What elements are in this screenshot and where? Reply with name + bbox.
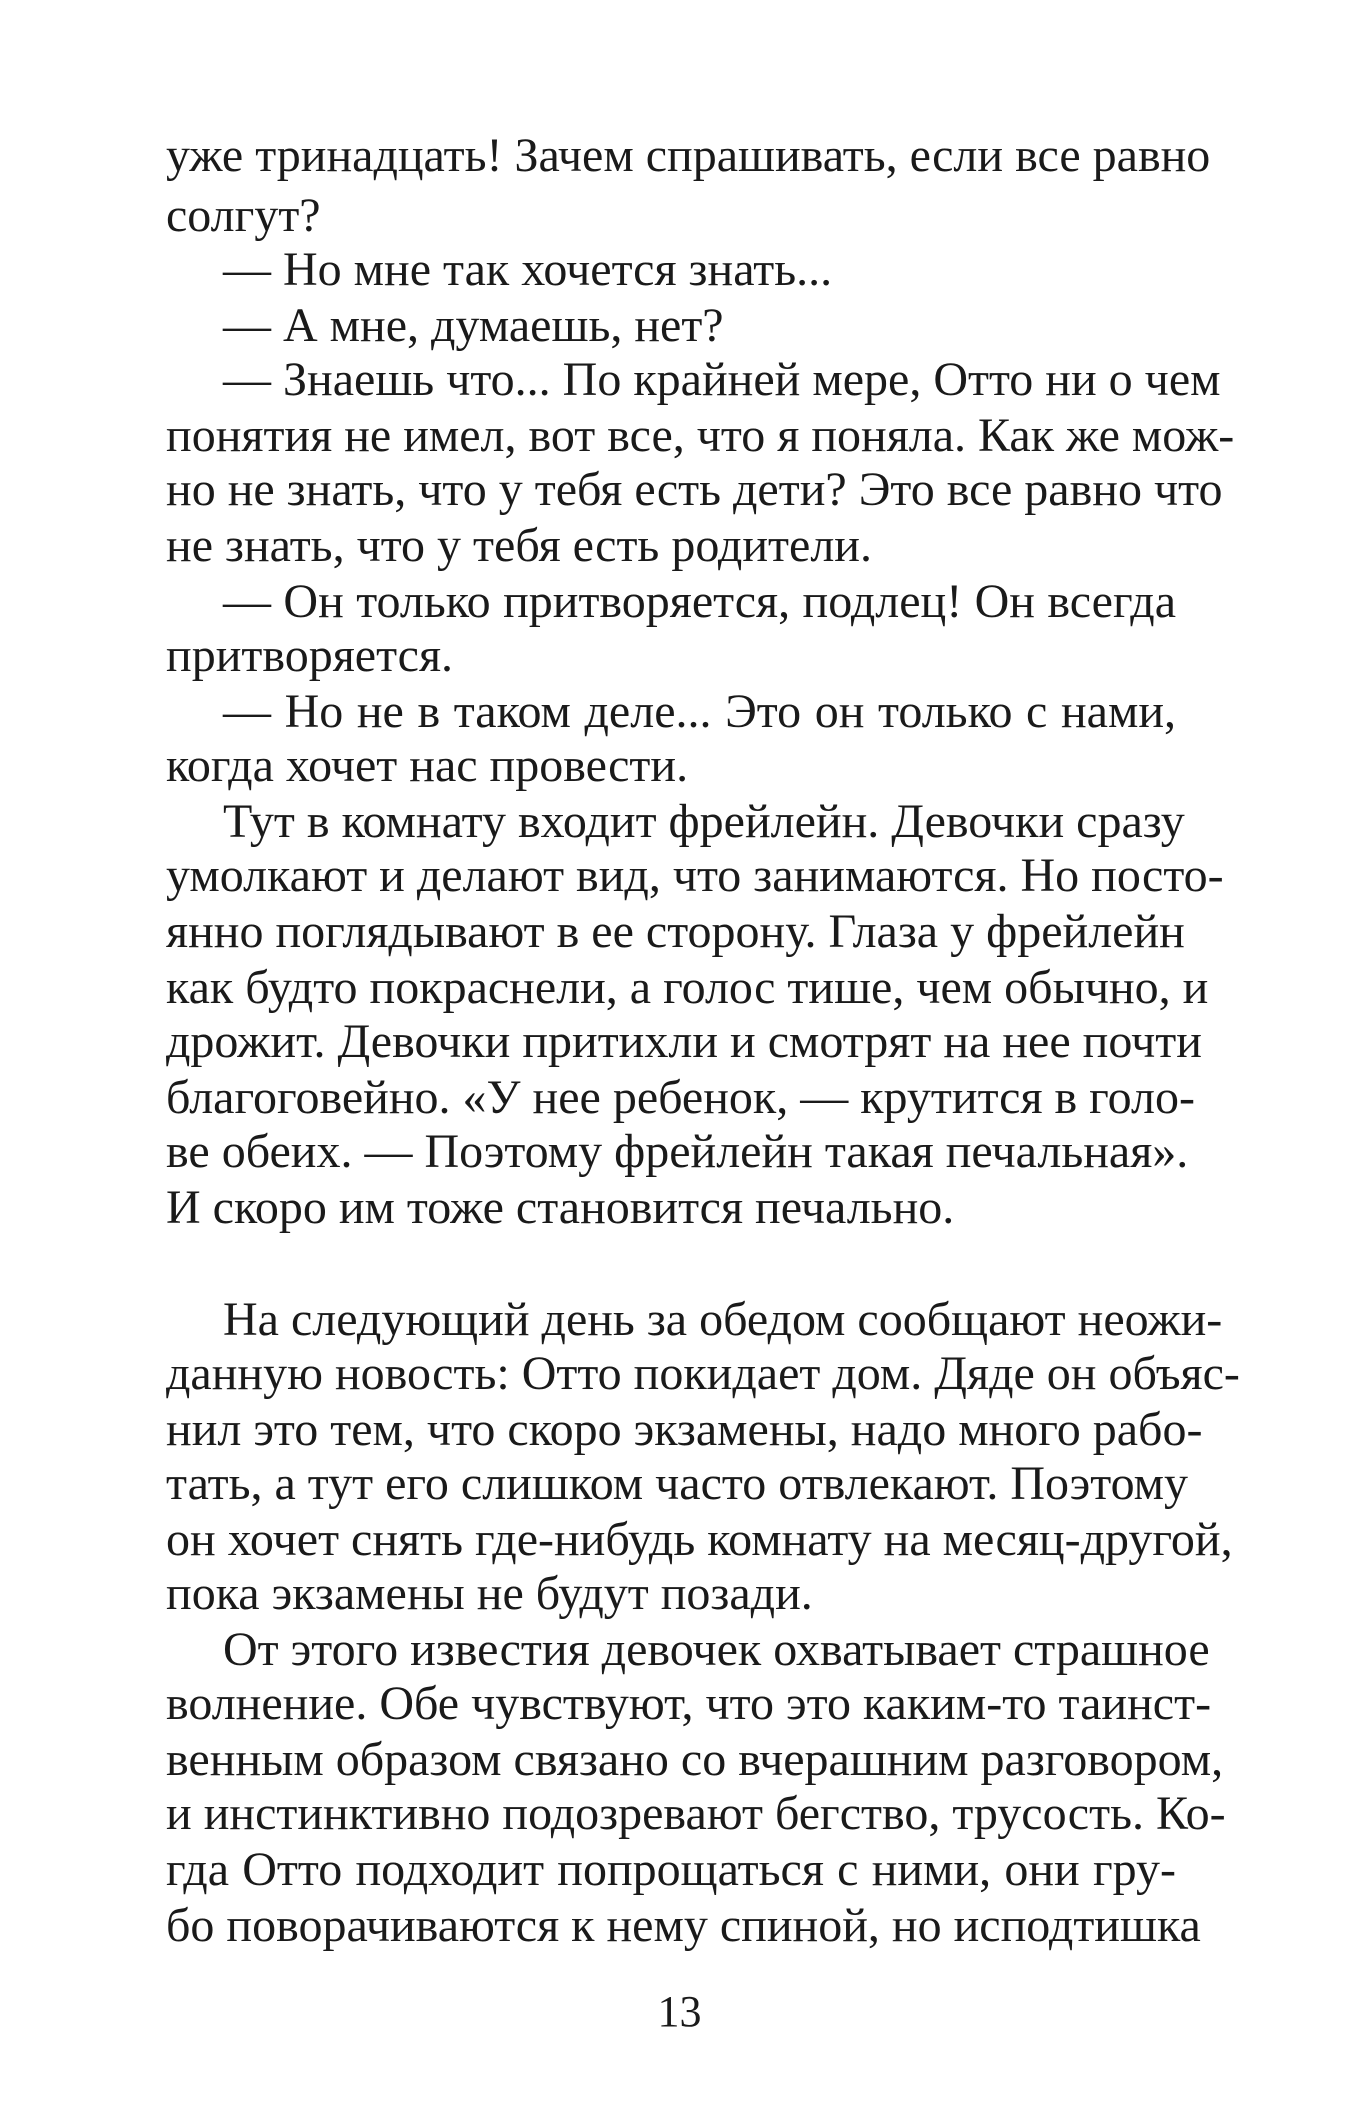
text-line: он хочет снять где-нибудь комнату на месяц-другой, [166, 1513, 1233, 1566]
text-line: гда Отто подходит попрощаться с ними, они гру- [166, 1843, 1176, 1896]
text-line: но не знать, что у тебя есть дети? Это все равно что [166, 463, 1223, 516]
text-line: ве обеих. — Поэтому фрейлейн такая печальная». [166, 1125, 1189, 1178]
text-line: На следующий день за обедом сообщают неожи- [223, 1293, 1223, 1346]
text-line: данную новость: Отто покидает дом. Дяде он объяс- [166, 1347, 1240, 1400]
text-line: И скоро им тоже становится печально. [166, 1181, 955, 1234]
text-line: бо поворачиваются к нему спиной, но исподтишка [166, 1899, 1201, 1952]
text-line: уже тринадцать! Зачем спрашивать, если все равно [166, 129, 1211, 182]
text-line: — А мне, думаешь, нет? [223, 299, 724, 352]
page-number: 13 [657, 1987, 702, 2036]
text-line: От этого известия девочек охватывает страшное [223, 1623, 1210, 1676]
text-line: — Но не в таком деле... Это он только с нами, [223, 685, 1176, 738]
text-line: янно поглядывают в ее сторону. Глаза у фрейлейн [166, 905, 1185, 958]
text-line: — Знаешь что... По крайней мере, Отто ни о чем [223, 353, 1221, 406]
text-line: когда хочет нас провести. [166, 739, 689, 792]
text-line: венным образом связано со вчерашним разговором, [166, 1733, 1224, 1786]
text-line: умолкают и делают вид, что занимаются. Но посто- [166, 849, 1224, 902]
text-line: тать, а тут его слишком часто отвлекают. Поэтому [166, 1457, 1189, 1510]
text-line: Тут в комнату входит фрейлейн. Девочки сразу [223, 795, 1185, 848]
text-line: как будто покраснели, а голос тише, чем обычно, и [166, 961, 1209, 1014]
text-line: не знать, что у тебя есть родители. [166, 519, 872, 572]
text-line: притворяется. [166, 629, 454, 682]
text-line: — Он только притворяется, подлец! Он всегда [223, 575, 1176, 628]
text-line: благоговейно. «У нее ребенок, — крутится в голо- [166, 1071, 1195, 1124]
text-line: понятия не имел, вот все, что я поняла. Как же мож- [166, 409, 1235, 462]
text-line: и инстинктивно подозревают бегство, трусость. Ко- [166, 1787, 1226, 1840]
text-line: пока экзамены не будут позади. [166, 1567, 813, 1620]
text-line: дрожит. Девочки притихли и смотрят на нее почти [166, 1015, 1202, 1068]
text-line: волнение. Обе чувствуют, что это каким-то таинст- [166, 1677, 1212, 1730]
text-line: — Но мне так хочется знать... [223, 243, 833, 296]
text-line: солгут? [166, 189, 321, 242]
text-line: нил это тем, что скоро экзамены, надо много рабо- [166, 1403, 1203, 1456]
